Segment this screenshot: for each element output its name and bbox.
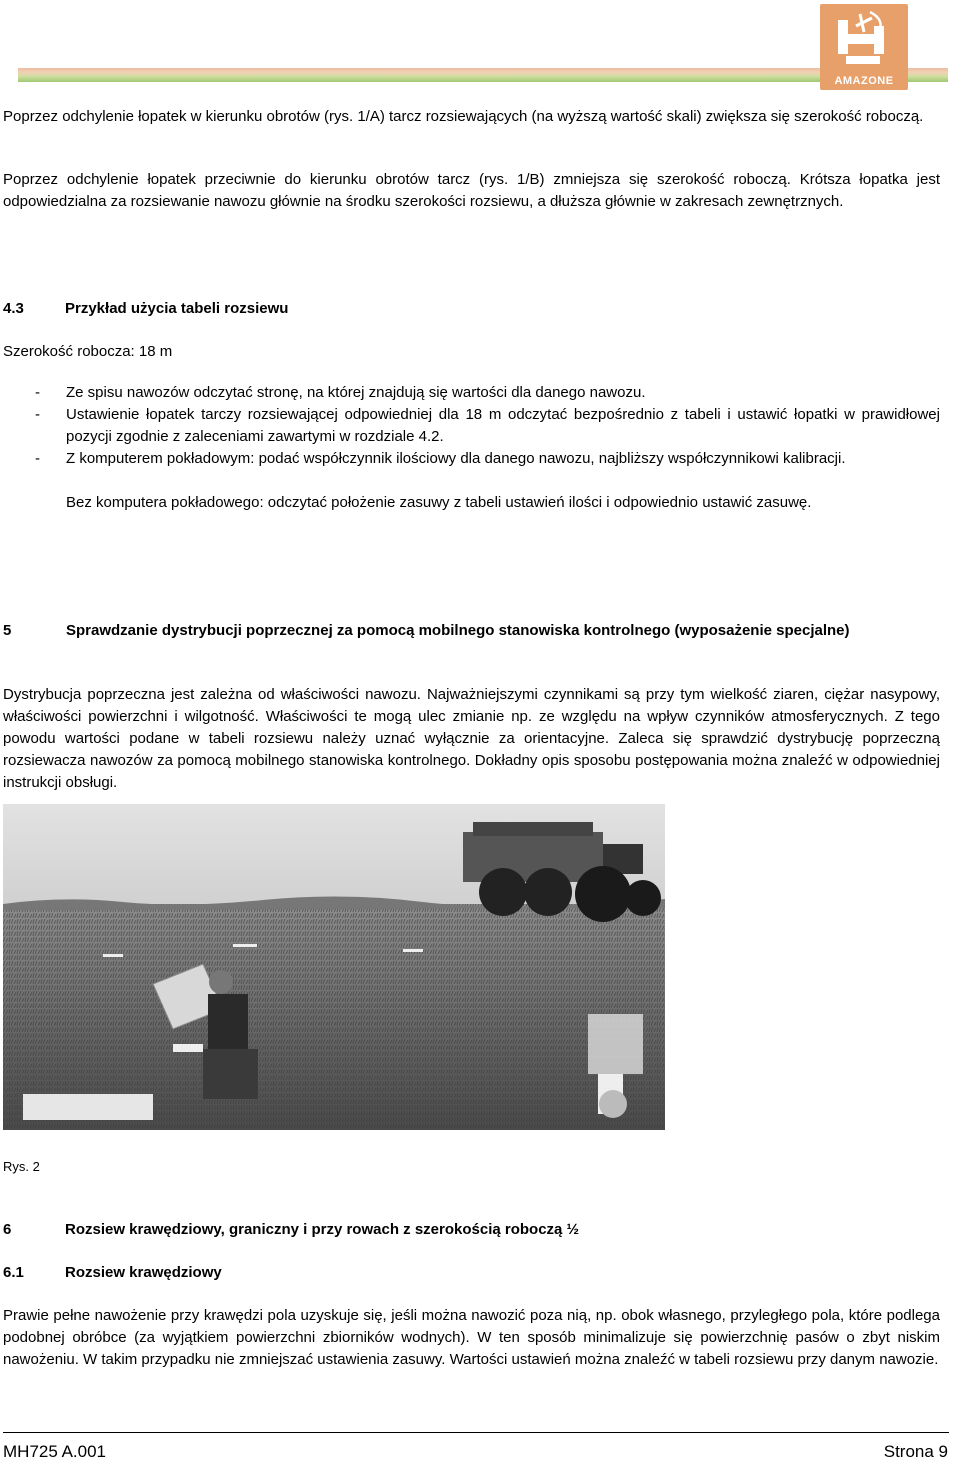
section-number: 6.1 xyxy=(3,1264,24,1281)
list-text: Ze spisu nawozów odczytać stronę, na której znajdują się wartości dla danego nawozu. xyxy=(66,384,646,401)
section-number: 4.3 xyxy=(3,300,24,317)
paragraph-blade-opposite: Poprzez odchylenie łopatek przeciwnie do kierunku obrotów tarcz (rys. 1/B) zmniejsza się szerokość roboczą. Krótsza łopatka jest odpowiedzialna za rozsiewanie nawozu głównie na środku szerokości rozsiewu, a dłuższa głównie w zakresach zewnętrznych. xyxy=(3,171,940,210)
logo-text: AMAZONE xyxy=(834,75,894,87)
footer-rule xyxy=(3,1432,949,1433)
figure-caption: Rys. 2 xyxy=(3,1159,40,1174)
section-6-1-heading xyxy=(3,1262,222,1284)
list-item xyxy=(3,382,940,404)
list-dash: - xyxy=(35,384,40,401)
section-title: Przykład użycia tabeli rozsiewu xyxy=(65,300,289,317)
section-title: Rozsiew krawędziowy xyxy=(65,1264,222,1281)
section-number: 6 xyxy=(3,1221,12,1238)
field-test-photo xyxy=(3,804,665,1130)
working-width-text: Szerokość robocza: 18 m xyxy=(3,343,173,360)
list-continuation-text: Bez komputera pokładowego: odczytać położenie zasuwy z tabeli ustawień ilości i odpowiednio ustawić zasuwę. xyxy=(66,494,812,511)
page-number: Strona 9 xyxy=(883,1442,948,1461)
section-4-3-heading xyxy=(3,298,288,320)
paragraph-edge-spreading: Prawie pełne nawożenie przy krawędzi pola uzyskuje się, jeśli można nawozić poza nią, np. obok własnego, przyległego pola, które podlega podobnej obróbce (za wyjątkiem powierzchni zbiorników wodnych). W ten sposób minimalizuje się powierzchnię pasów o zbyt niskim nawożeniu. W takim przypadku nie zmniejszać ustawienia zasuwy. Wartości ustawień można znaleźć w tabeli rozsiewu przy danym nawozie. xyxy=(3,1307,940,1368)
list-dash: - xyxy=(35,450,40,467)
section-title: Rozsiew krawędziowy, graniczny i przy rowach z szerokością roboczą ½ xyxy=(65,1221,580,1238)
amazone-logo xyxy=(820,4,908,90)
section-number: 5 xyxy=(3,622,12,639)
field-photo-image xyxy=(3,804,665,1130)
section-6-heading xyxy=(3,1219,579,1241)
header-band xyxy=(18,68,948,82)
list-item xyxy=(3,448,940,470)
paragraph-distribution: Dystrybucja poprzeczna jest zależna od właściwości nawozu. Najważniejszymi czynnikami są przy tym wielkość ziaren, ciężar nasypowy, właściwości powierzchni i wilgotność. Właściwości te mogą ulec zmianie np. ze względu na wpływ czynników atmosferycznych. Z tego powodu wartości podane w tabeli rozsiewu należy uznać wyłącznie za orientacyjne. Zaleca się sprawdzić dystrybucję poprzeczną rozsiewacza nawozów za pomocą mobilnego stanowiska kontrolnego. Dokładny opis sposobu postępowania można znaleźć w odpowiedniej instrukcji obsługi. xyxy=(3,686,940,791)
section-title: Sprawdzanie dystrybucji poprzecznej za pomocą mobilnego stanowiska kontrolnego (wyposażenie specjalne) xyxy=(66,622,850,639)
document-code: MH725 A.001 xyxy=(3,1442,107,1461)
list-text: Ustawienie łopatek tarczy rozsiewającej odpowiedniej dla 18 m odczytać bezpośrednio z tabeli i ustawić łopatki w prawidłowej pozycji zgodnie z zaleceniami zawartymi w rozdziale 4.2. xyxy=(66,406,940,445)
section-5-heading xyxy=(3,620,940,642)
list-text: Z komputerem pokładowym: podać współczynnik ilościowy dla danego nawozu, najbliższy współczynnikowi kalibracji. xyxy=(66,450,846,467)
list-item xyxy=(3,404,940,448)
list-continuation xyxy=(3,492,940,514)
paragraph-blade-direction: Poprzez odchylenie łopatek w kierunku obrotów (rys. 1/A) tarcz rozsiewających (na wyższą wartość skali) zwiększa się szerokość roboczą. xyxy=(3,108,924,125)
list-dash: - xyxy=(35,406,40,423)
